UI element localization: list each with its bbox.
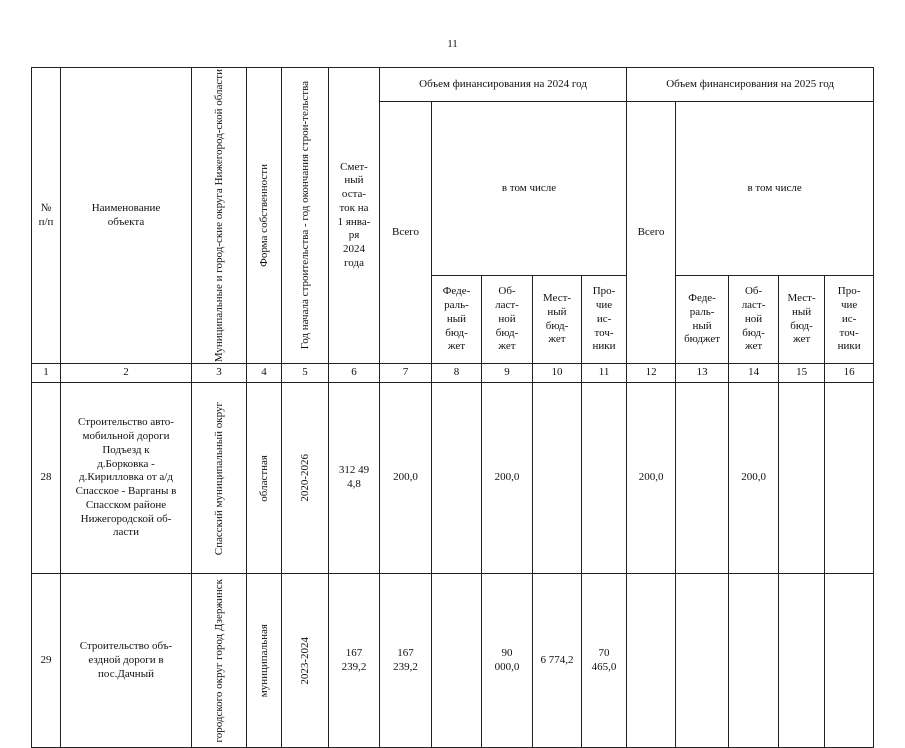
regional-2025: 200,0 [729, 383, 779, 574]
header-years [282, 68, 329, 364]
column-number: 5 [282, 364, 329, 383]
header-municipality [192, 68, 247, 364]
row-number: 28 [32, 383, 61, 574]
ownership-cell [247, 574, 282, 748]
table-row [32, 574, 874, 748]
header-no: № п/п [32, 68, 61, 364]
header-total-2025: Всего [627, 102, 676, 364]
local-2025 [779, 383, 825, 574]
column-number: 4 [247, 364, 282, 383]
column-number: 7 [380, 364, 432, 383]
object-name: Строительство авто- мобильной дороги Подъезд к д.Борковка - д.Кирилловка от а/д Спасское - Варганы в Спасском районе Нижегородской об- ласти [61, 383, 192, 574]
ownership-cell [247, 383, 282, 574]
column-number: 15 [779, 364, 825, 383]
federal-2024 [432, 383, 482, 574]
regional-2024: 90 000,0 [482, 574, 533, 748]
federal-2024 [432, 574, 482, 748]
local-2024 [533, 383, 582, 574]
header-regional-2025: Об- ласт- ной бюд- жет [729, 276, 779, 364]
financing-table [31, 67, 874, 748]
header-regional-2024: Об- ласт- ной бюд- жет [482, 276, 533, 364]
years-text: 2020-2026 [298, 454, 311, 502]
header-remaining: Смет- ный оста- ток на 1 янва- ря 2024 года [329, 68, 380, 364]
column-number: 11 [582, 364, 627, 383]
ownership-text: муниципальная [257, 624, 270, 698]
other-2025 [825, 574, 874, 748]
total-2024: 167 239,2 [380, 574, 432, 748]
local-2025 [779, 574, 825, 748]
column-number: 8 [432, 364, 482, 383]
other-2025 [825, 383, 874, 574]
header-local-2024: Мест- ный бюд- жет [533, 276, 582, 364]
header-years-text: Год начала строительства - год окончания строи-тельства [298, 81, 311, 350]
column-number: 3 [192, 364, 247, 383]
header-local-2025: Мест- ный бюд- жет [779, 276, 825, 364]
ownership-text: областная [257, 454, 270, 502]
header-fin-2024: Объем финансирования на 2024 год [380, 68, 627, 102]
header-fin-2025: Объем финансирования на 2025 год [627, 68, 874, 102]
header-ownership-text: Форма собственности [257, 164, 270, 268]
municipality-cell [192, 383, 247, 574]
header-name: Наименование объекта [61, 68, 192, 364]
page-number: 11 [447, 38, 458, 50]
column-number: 12 [627, 364, 676, 383]
header-other-2024: Про- чие ис- точ- ники [582, 276, 627, 364]
column-number: 10 [533, 364, 582, 383]
column-number: 16 [825, 364, 874, 383]
column-number: 9 [482, 364, 533, 383]
federal-2025 [676, 383, 729, 574]
column-number: 2 [61, 364, 192, 383]
municipality-cell [192, 574, 247, 748]
header-total-2024: Всего [380, 102, 432, 364]
remaining-cost: 167 239,2 [329, 574, 380, 748]
years-cell [282, 383, 329, 574]
column-number: 14 [729, 364, 779, 383]
column-number: 13 [676, 364, 729, 383]
remaining-cost: 312 49 4,8 [329, 383, 380, 574]
column-number-row [32, 364, 874, 383]
local-2024: 6 774,2 [533, 574, 582, 748]
years-text: 2023-2024 [298, 636, 311, 685]
table-row [32, 383, 874, 574]
federal-2025 [676, 574, 729, 748]
header-other-2025: Про- чие ис- точ- ники [825, 276, 874, 364]
object-name: Строительство объ- ездной дороги в пос.Дачный [61, 574, 192, 748]
other-2024: 70 465,0 [582, 574, 627, 748]
row-number: 29 [32, 574, 61, 748]
regional-2024: 200,0 [482, 383, 533, 574]
regional-2025 [729, 574, 779, 748]
column-number: 6 [329, 364, 380, 383]
header-municipality-text: Муниципальные и город-ские округа Нижегород-ской области [212, 69, 225, 363]
column-number: 1 [32, 364, 61, 383]
total-2024: 200,0 [380, 383, 432, 574]
header-including-2025: в том числе [676, 102, 874, 276]
total-2025 [627, 574, 676, 748]
other-2024 [582, 383, 627, 574]
municipality-text: городского округ город Дзержинск [212, 578, 225, 743]
total-2025: 200,0 [627, 383, 676, 574]
header-federal-2025: Феде- раль- ный бюджет [676, 276, 729, 364]
municipality-text: Спасский муниципальный округ [212, 401, 225, 555]
header-federal-2024: Феде- раль- ный бюд- жет [432, 276, 482, 364]
years-cell [282, 574, 329, 748]
header-ownership [247, 68, 282, 364]
header-including-2024: в том числе [432, 102, 627, 276]
